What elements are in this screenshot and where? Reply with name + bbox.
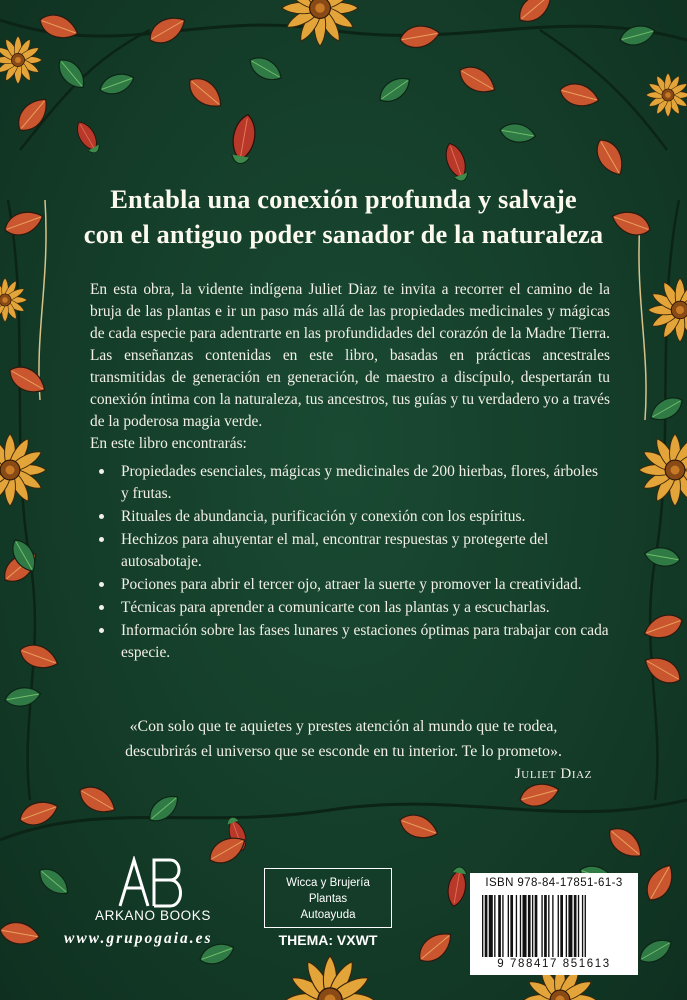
list-item: Técnicas para aprender a comunicarte con las plantas y a escucharlas.: [99, 597, 609, 619]
list-item: Hechizos para ahuyentar el mal, encontrar respuestas y protegerte del autosabotaje.: [99, 529, 609, 573]
bullet-icon: [99, 537, 104, 542]
publisher-website: www.grupogaia.es: [64, 930, 213, 947]
intro-lead: En este libro encontrarás:: [90, 435, 247, 452]
publisher-name: ARKANO BOOKS: [95, 908, 211, 923]
bullet-icon: [99, 628, 104, 633]
barcode-icon: [480, 895, 630, 957]
publisher-logo-icon: [116, 856, 186, 908]
bullet-icon: [99, 469, 104, 474]
quote-line-2: descubrirás el universo que se esconde en tu interior. Te lo prometo».: [125, 743, 562, 760]
isbn-digits: 9 788417 851613: [497, 958, 611, 970]
thema-category: Autoayuda: [300, 909, 356, 921]
headline-line-1: Entabla una conexión profunda y salvaje: [110, 184, 577, 214]
headline: [40, 182, 647, 252]
list-item: Información sobre las fases lunares y estaciones óptimas para trabajar con cada especie.: [99, 620, 609, 664]
author-quote: [40, 714, 647, 764]
thema-category: Plantas: [308, 893, 348, 905]
quote-line-1: «Con solo que te aquietes y prestes atención al mundo que te rodea,: [129, 718, 558, 735]
quote-author: Juliet Diaz: [514, 766, 592, 782]
bullet-icon: [99, 582, 104, 587]
isbn-barcode-box: [470, 873, 638, 975]
thema-categories-box: [264, 868, 392, 928]
list-item: Rituales de abundancia, purificación y conexión con los espíritus.: [99, 506, 609, 528]
intro-paragraph: En esta obra, la vidente indígena Juliet Diaz te invita a recorrer el camino de la bruja de las plantas e ir un paso más allá de las propiedades medicinales y mágicas de cada especie para adentrarte en las profundidades del corazón de la Madre Tierra. Las enseñanzas contenidas en este libro, basadas en prácticas ancestrales transmitidas de generación en generación, de maestro a discípulo, despertarán tu conexión íntima con la naturaleza, tus ancestros, tus guías y tu verdadero yo a través de la poderosa magia verde.: [90, 281, 610, 430]
isbn-label: ISBN 978-84-17851-61-3: [485, 877, 623, 889]
headline-line-2: con el antiguo poder sanador de la naturaleza: [83, 219, 604, 249]
thema-category: Wicca y Brujería: [286, 877, 370, 889]
bullet-icon: [99, 605, 104, 610]
list-item: Pociones para abrir el tercer ojo, atraer la suerte y promover la creatividad.: [99, 574, 609, 596]
list-item: Propiedades esenciales, mágicas y medicinales de 200 hierbas, flores, árboles y frutas.: [99, 461, 609, 505]
feature-list: [99, 461, 609, 665]
thema-code: THEMA: VXWT: [278, 932, 378, 948]
bullet-icon: [99, 514, 104, 519]
